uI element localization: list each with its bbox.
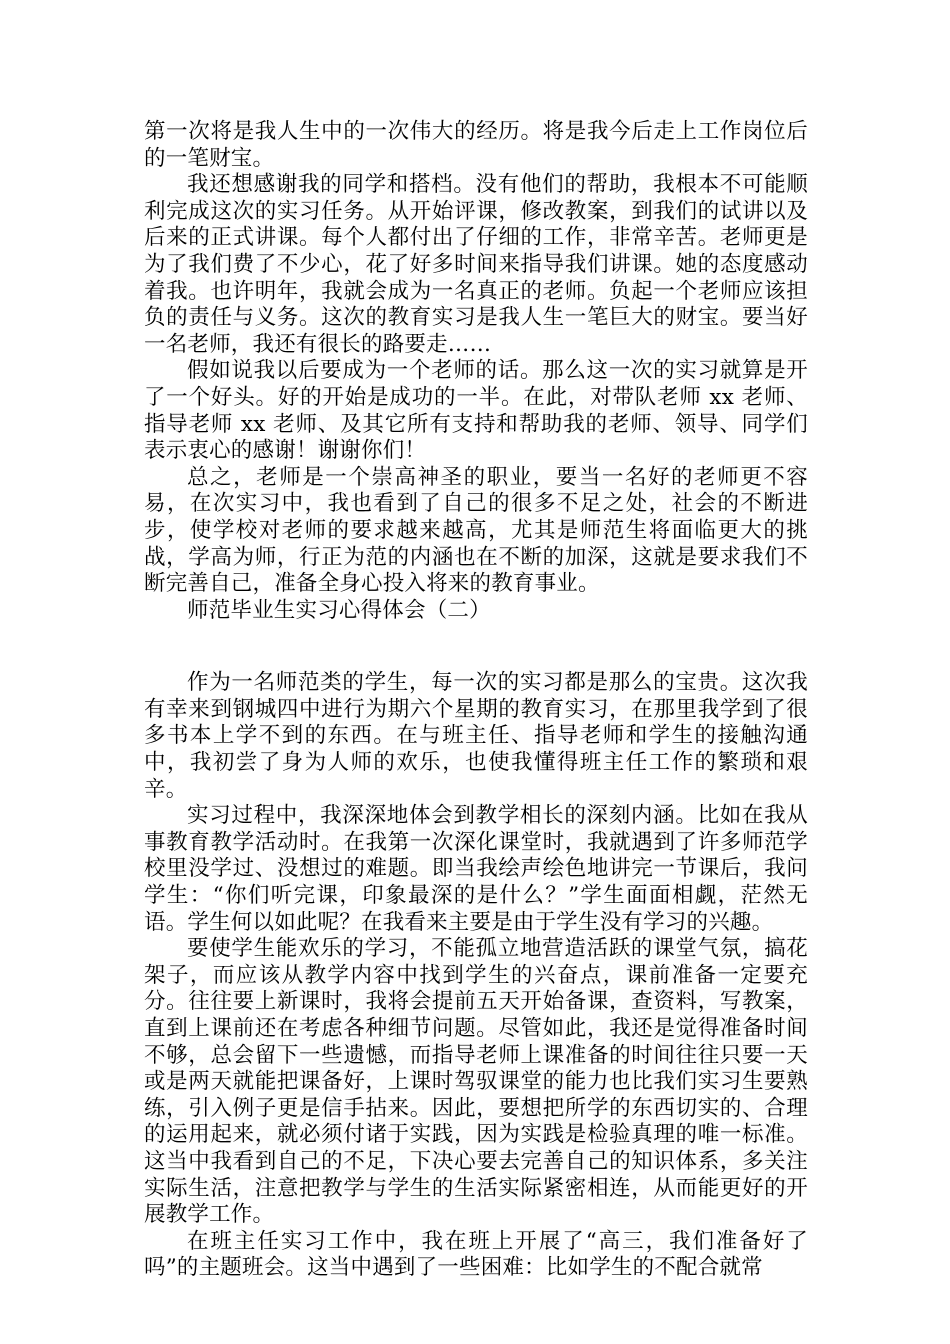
paragraph-thanks-classmates: 我还想感谢我的同学和搭档。没有他们的帮助，我根本不可能顺利完成这次的实习任务。从开始评课，修改教案，到我们的试讲以及后来的正式讲课。每个人都付出了仔细的工作，非常辛苦。老师更是为了我们费了不少心，花了好多时间来指导我们讲课。她的态度感动着我。也许明年，我就会成为一名真正的老师。负起一个老师应该担负的责任与义务。这次的教育实习是我人生一笔巨大的财宝。要当好一名老师，我还有很长的路要走……: [144, 172, 808, 357]
paragraph-lesson-preparation: 要使学生能欢乐的学习，不能孤立地营造活跃的课堂气氛，搞花架子，而应该从教学内容中找到学生的兴奋点，课前准备一定要充分。往往要上新课时，我将会提前五天开始备课，查资料，写教案，直到上课前还在考虑各种细节问题。尽管如此，我还是觉得准备时间不够，总会留下一些遗憾，而指导老师上课准备的时间往往只要一天或是两天就能把课备好，上课时驾驭课堂的能力也比我们实习生要熟练，引入例子更是信手拈来。因此，要想把所学的东西切实的、合理的运用起来，就必须付诸于实践，因为实践是检验真理的唯一标准。这当中我看到自己的不足，下决心要去完善自己的知识体系，多关注实际生活，注意把教学与学生的生活实际紧密相连，从而能更好的开展教学工作。: [144, 936, 808, 1228]
paragraph-conclusion: 总之，老师是一个崇高神圣的职业，要当一名好的老师更不容易，在次实习中，我也看到了自己的很多不足之处，社会的不断进步，使学校对老师的要求越来越高，尤其是师范生将面临更大的挑战，学高为师，行正为范的内涵也在不断的加深，这就是要求我们不断完善自己，准备全身心投入将来的教育事业。: [144, 464, 808, 597]
section-title: 师范毕业生实习心得体会（二）: [187, 597, 491, 623]
paragraph-teaching-experience: 实习过程中，我深深地体会到教学相长的深刻内涵。比如在我从事教育教学活动时。在我第一次深化课堂时，我就遇到了许多师范学校里没学过、没想过的难题。即当我绘声绘色地讲完一节课后，我问学生：“你们听完课，印象最深的是什么？”学生面面相觑，茫然无语。学生何以如此呢？在我看来主要是由于学生没有学习的兴趣。: [144, 803, 808, 935]
paragraph-continuation: 第一次将是我人生中的一次伟大的经历。将是我今后走上工作岗位后的一笔财宝。: [144, 119, 808, 171]
document-page: [144, 119, 808, 1282]
paragraph-class-meeting: 在班主任实习工作中，我在班上开展了“高三，我们准备好了吗”的主题班会。这当中遇到了一些困难：比如学生的不配合就常: [144, 1228, 808, 1281]
paragraph-intro: 作为一名师范类的学生，每一次的实习都是那么的宝贵。这次我有幸来到钢城四中进行为期六个星期的教育实习，在那里我学到了很多书本上学不到的东西。在与班主任、指导老师和学生的接触沟通中，我初尝了身为人师的欢乐，也使我懂得班主任工作的繁琐和艰辛。: [144, 670, 808, 802]
paragraph-thanks-teachers: 假如说我以后要成为一个老师的话。那么这一次的实习就算是开了一个好头。好的开始是成功的一半。在此，对带队老师 xx 老师、指导老师 xx 老师、及其它所有支持和帮助我的老师、领导、同学们表示衷心的感谢！谢谢你们！: [144, 358, 808, 464]
